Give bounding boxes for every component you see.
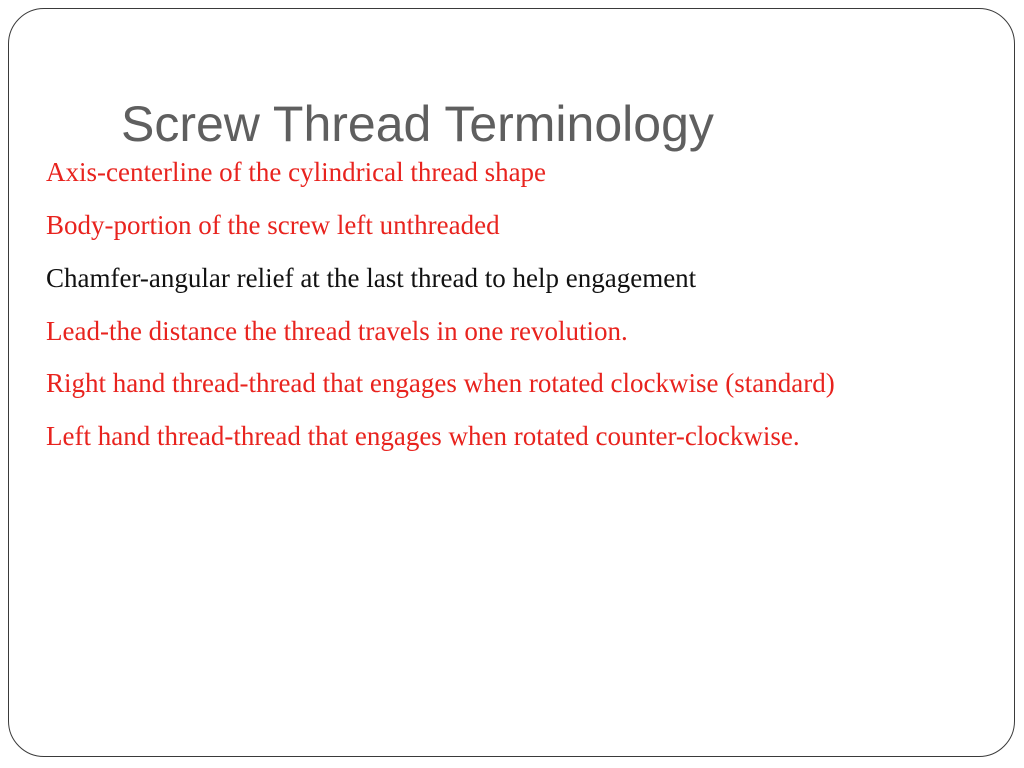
list-item: Chamfer-angular relief at the last thread to help engagement: [46, 263, 697, 293]
list-item: Body-portion of the screw left unthreaded: [46, 210, 500, 240]
slide-title: Screw Thread Terminology: [121, 96, 714, 152]
list-item: Right hand thread-thread that engages when rotated clockwise (standard): [46, 368, 835, 398]
terminology-list: [46, 150, 1006, 467]
list-item: Axis-centerline of the cylindrical thread shape: [46, 157, 547, 187]
list-item: Lead-the distance the thread travels in one revolution.: [46, 316, 628, 346]
slide-frame: [8, 8, 1015, 757]
list-item: Left hand thread-thread that engages when rotated counter-clockwise.: [46, 421, 800, 451]
